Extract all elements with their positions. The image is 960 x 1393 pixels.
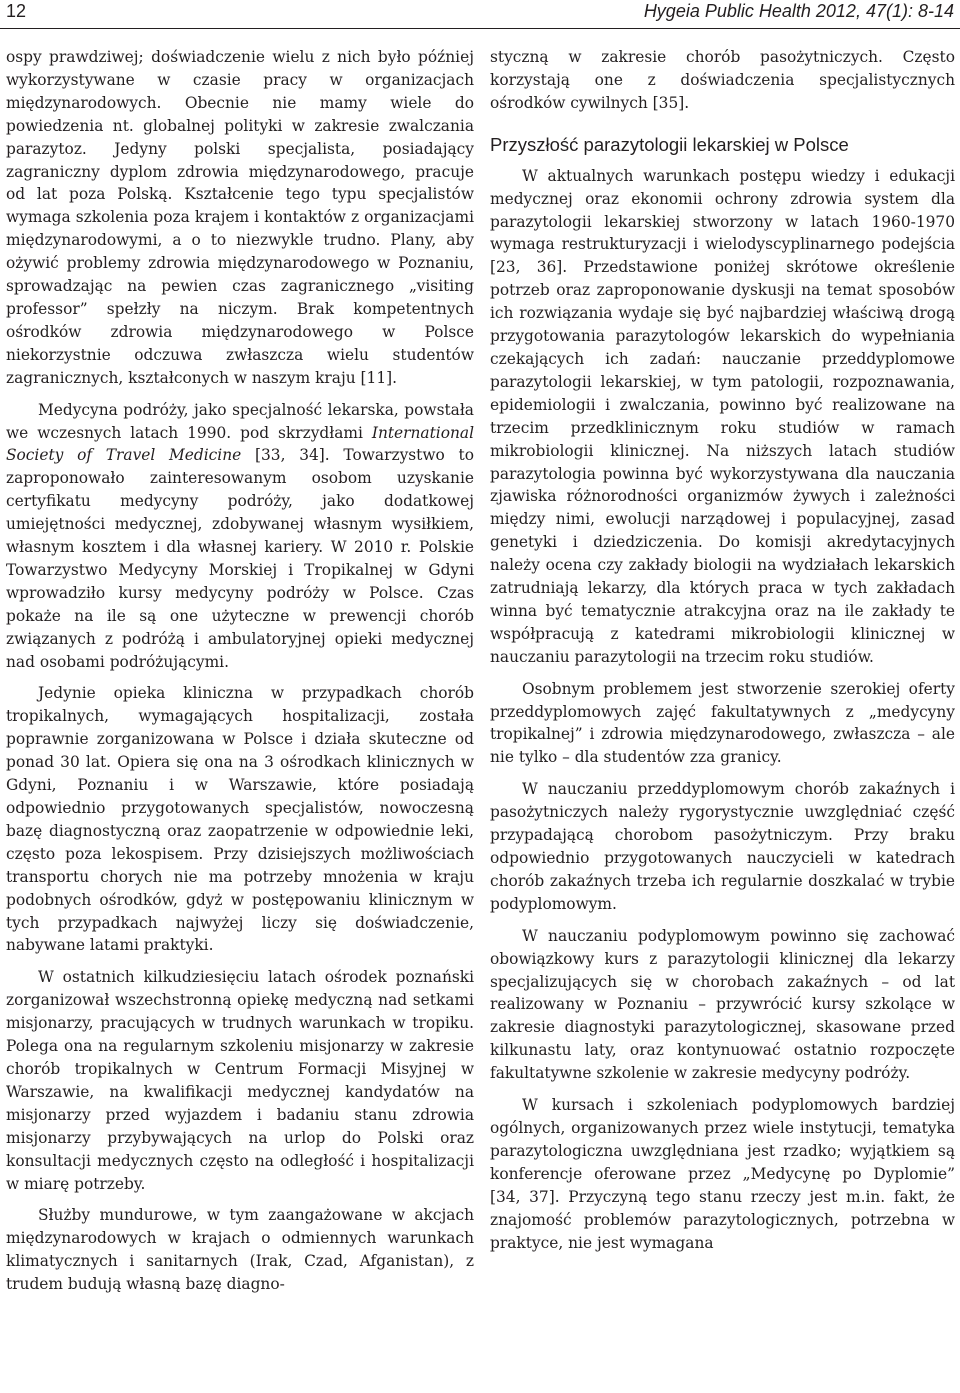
paragraph-text: [33, 34]. Towarzystwo to zaproponowało zainteresowanym osobom uzyskanie certyfikatu medycyny podróży, jako dodatkowej umiejętności medycznej, zdobywanej własnym wysiłkiem, własnym kosztem i dla własnej kariery. W 2010 r. Polskie Towarzystwo Medycyny Morskiej i Tropikalnej w Gdyni wprowadziło kursy medycyny podróży w Polsce. Czas pokaże na ile są one użyteczne w prewencji chorób związanych z podróżą i ambulatoryjnej opieki medycznej nad osobami podróżującymi. xyxy=(6,446,474,671)
left-column xyxy=(6,46,474,1296)
society-name: International Society of Travel Medicine xyxy=(6,423,474,465)
paragraph xyxy=(6,399,474,674)
journal-citation: Hygeia Public Health 2012, 47(1): 8-14 xyxy=(643,1,954,21)
running-header xyxy=(0,0,960,30)
paragraph: Jedynie opieka kliniczna w przypadkach chorób tropikalnych, wymagających hospitalizacji, została poprawnie zorganizowana w Polsce i działa skuteczne od ponad 30 lat. Opiera się ona na 3 ośrodkach klinicznych w Gdyni, Poznaniu i w Warszawie, które posiadają odpowiednio przygotowanych specjalistów, nowoczesną bazę diagnostyczną oraz zaopatrzenie w odpowiednie leki, często poza lekospisem. Przy dzisiejszych możliwościach transportu chorych nie ma potrzeby mnożenia w kraju podobnych ośrodków, gdyż w postępowaniu klinicznym w tych przypadkach najwyżej liczy się doświadczenie, nabywane latami praktyki. xyxy=(6,684,474,955)
paragraph: W kursach i szkoleniach podyplomowych bardziej ogólnych, organizowanych przez wiele instytucji, tematyka parazytologiczna uwzględniana jest rzadko; wyjątkiem są konferencje oferowane przez „Medycynę po Dyplomie” [34, 37]. Przyczyną tego stanu rzeczy jest m.in. fakt, że znajomość problemów parazytologicznych, potrzebna w praktyce, nie jest wymagana xyxy=(490,1096,955,1252)
paragraph: W ostatnich kilkudziesięciu latach ośrodek poznański zorganizował wszechstronną opiekę medyczną nad setkami misjonarzy, pracujących w trudnych warunkach w tropiku. Polega ona na regularnym szkoleniu misjonarzy w zakresie chorób tropikalnych w Centrum Formacji Misyjnej w Warszawie, na kwalifikacji medycznej kandydatów na misjonarzy przed wyjazdem i badaniu stanu zdrowia misjonarzy przybywających na urlop do Polski oraz konsultacji medycznych często na odległość i hospitalizacji w miarę potrzeby. xyxy=(6,968,474,1193)
right-column xyxy=(490,46,955,1254)
paragraph: W nauczaniu przeddyplomowym chorób zakaźnych i pasożytniczych należy rygorystycznie uwzględniać część przypadającą chorobom pasożytniczym. Przy braku odpowiednio przygotowanych nauczycieli w katedrach chorób zakaźnych trzeba ich regularnie doszkalać w trybie podyplomowym. xyxy=(490,780,955,913)
paragraph: styczną w zakresie chorób pasożytniczych. Często korzystają one z doświadczenia specjalistycznych ośrodków cywilnych [35]. xyxy=(490,48,955,112)
paragraph: W aktualnych warunkach postępu wiedzy i edukacji medycznej oraz ekonomii ochrony zdrowia system dla parazytologii lekarskiej stworzony w latach 1960-1970 wymaga restrukturyzacji i wielodyscyplinarnego podejścia [23, 36]. Przedstawione poniżej skrótowe określenie potrzeb oraz zaproponowanie dyskusji na temat sposobów ich rozwiązania wydaje się być najbardziej właściwą drogą przygotowania parazytologów lekarskich do wypełniania czekających ich zadań: nauczanie przeddyplomowe parazytologii lekarskiej, w tym patologii, rozpoznawania, epidemiologii i zwalczania, powinno być realizowane na trzecim przedklinicznym roku studiów w ramach mikrobiologii klinicznej. Na niższych latach studiów parazytologia powinna być wykorzystywana dla nauczania zjawiska różnorodności organizmów żywych i zależności między nimi, ewolucji narządowej i populacyjnej, zasad genetyki i dziedziczenia. Do komisji akredytacyjnych należy ocena czy zakłady biologii na wydziałach lekarskich zatrudniają lekarzy, dla których praca w tych zakładach winna być tematycznie atrakcyjna oraz na ile zakłady te współpracują z katedrami mikrobiologii klinicznej w nauczaniu parazytologii na trzecim roku studiów. xyxy=(490,166,955,666)
paragraph: Osobnym problemem jest stworzenie szerokiej oferty przeddyplomowych zajęć fakultatywnych z „medycyny tropikalnej” i zdrowia międzynarodowego, zwłaszcza – ale nie tylko – dla studentów zza granicy. xyxy=(490,679,955,767)
paragraph: W nauczaniu podyplomowym powinno się zachować obowiązkowy kurs z parazytologii klinicznej dla lekarzy specjalizujących się w chorobach zakaźnych – od lat realizowany w Poznaniu – przywrócić kursy szkolące w zakresie diagnostyki parazytologicznej, skasowane przed kilkunastu laty, oraz kontynuować ostatnio rozpoczęte fakultatywne szkolenie w zakresie medycyny podróży. xyxy=(490,926,955,1083)
paragraph: ospy prawdziwej; doświadczenie wielu z nich było później wykorzystywane w czasie pracy w organizacjach międzynarodowych. Obecnie nie mamy wiele do powiedzenia nt. globalnej polityki w zakresie zwalczania parazytoz. Jedyny polski specjalista, posiadający zagraniczny dyplom zdrowia międzynarodowego, pracuje od lat poza Polską. Kształcenie tego typu specjalistów wymaga szkolenia poza krajem i kontaktów z organizacjami międzynarodowymi, a o to niezwykle trudno. Plany, aby ożywić problemy zdrowia międzynarodowego w Poznaniu, sprowadzając na pewien czas zagranicznego „visiting professor” spełzły na niczym. Brak kompetentnych ośrodków zdrowia międzynarodowego w Polsce niekorzystnie odczuwa zwłaszcza wielu studentów zagranicznych, kształconych w naszym kraju [11]. xyxy=(6,48,474,387)
paragraph-text: Medycyna podróży, jako specjalność lekarska, powstała we wczesnych latach 1990. pod skrzydłami xyxy=(6,400,474,442)
header-rule xyxy=(0,28,960,29)
paragraph: Służby mundurowe, w tym zaangażowane w akcjach międzynarodowych w krajach o odmiennych warunkach klimatycznych i sanitarnych (Irak, Czad, Afganistan), z trudem budują własną bazę diagno- xyxy=(6,1206,474,1294)
section-heading: Przyszłość parazytologii lekarskiej w Polsce xyxy=(490,133,849,155)
page-number: 12 xyxy=(6,1,27,21)
